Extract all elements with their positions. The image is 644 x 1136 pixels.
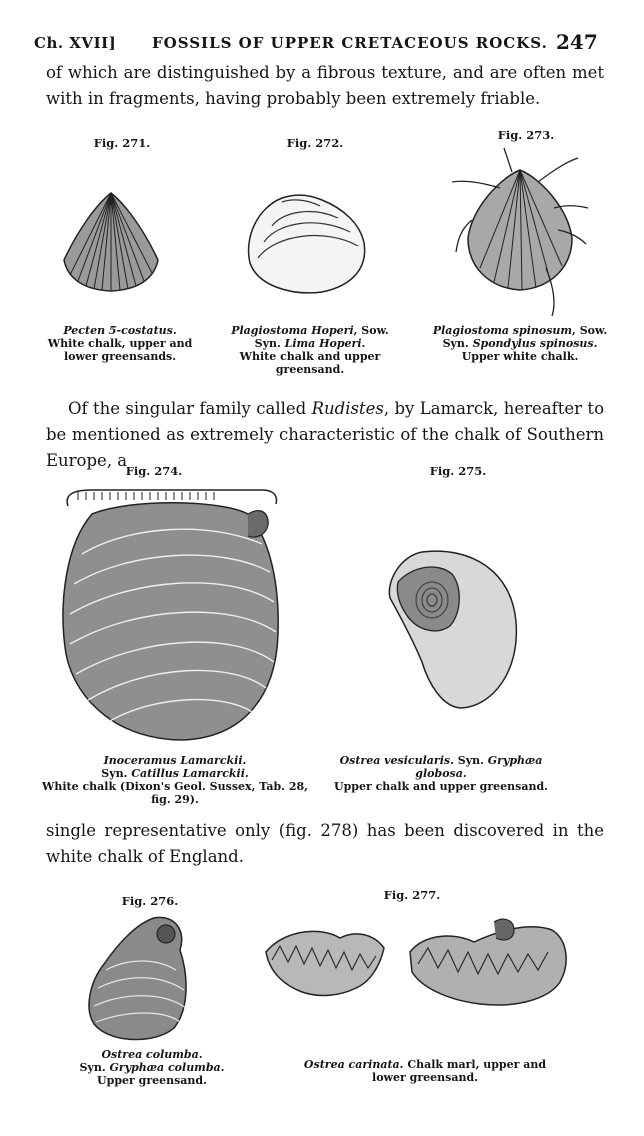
fig-274-caption-line: White chalk (Dixon's Geol. Sussex, Tab. 28, (42, 780, 308, 793)
fig-272-caption-line: White chalk and upper (239, 350, 381, 363)
page-number: 247 (556, 30, 598, 54)
fig-275-species: Ostrea vesicularis. (339, 754, 454, 767)
fig-274-inoceramus-shell (52, 484, 292, 744)
running-header-title: FOSSILS OF UPPER CRETACEOUS ROCKS. (152, 34, 548, 52)
fig-275-syn-prefix: Syn. (457, 754, 488, 767)
fig-275-caption (316, 754, 566, 793)
fig-277-caption (290, 1058, 560, 1084)
fig-272-caption (210, 324, 410, 376)
fig-276-species: Ostrea columba. (101, 1048, 203, 1061)
fig-274-caption (40, 754, 310, 806)
fig-272-synonym: Lima Hoperi. (284, 337, 366, 350)
fig-273-synonym: Spondylus spinosus. (472, 337, 598, 350)
fig-271-species: Pecten 5-costatus. (63, 324, 177, 337)
fig-272-syn-prefix: Syn. (254, 337, 285, 350)
fig-276-caption (52, 1048, 252, 1087)
fig-277-ostrea-carinata-right (404, 912, 574, 1012)
fig-272-species: Plagiostoma Hoperi (231, 324, 354, 337)
paragraph-2-end: , by Lamarck, hereafter to be mentioned as extremely characteristic of the chalk of Southern Europe, a (46, 399, 604, 470)
fig-272-plagiostoma-shell (242, 188, 372, 300)
fig-276-syn-prefix: Syn. (79, 1061, 110, 1074)
fig-275-caption-line: Upper chalk and upper greensand. (333, 780, 549, 793)
fig-274-syn-prefix: Syn. (101, 767, 132, 780)
paragraph-2-start: Of the singular family called (68, 399, 312, 418)
fig-274-caption-line: fig. 29). (151, 793, 199, 806)
fig-277-label: Fig. 277. (383, 888, 441, 902)
fig-273-author: , Sow. (572, 324, 608, 337)
fig-274-label: Fig. 274. (125, 464, 183, 478)
fig-271-caption-line: lower greensands. (63, 350, 177, 363)
fig-273-spiny-shell (450, 148, 590, 320)
fig-277-ostrea-carinata-left (260, 916, 390, 1006)
fig-273-species: Plagiostoma spinosum (432, 324, 573, 337)
fig-272-caption-line: greensand. (275, 363, 345, 376)
fig-273-syn-prefix: Syn. (442, 337, 473, 350)
running-header-chapter: Ch. XVII] (34, 34, 117, 52)
fig-273-caption (420, 324, 620, 363)
fig-272-author: , Sow. (353, 324, 389, 337)
fig-276-label: Fig. 276. (121, 894, 179, 908)
fig-271-label: Fig. 271. (93, 136, 151, 150)
fig-273-label: Fig. 273. (497, 128, 555, 142)
fig-277-caption-line: lower greensand. (372, 1071, 478, 1084)
fig-275-synonym: Gryphæa globosa. (415, 754, 543, 780)
fig-276-synonym: Gryphæa columba. (109, 1061, 225, 1074)
fig-276-caption-line: Upper greensand. (97, 1074, 207, 1087)
fig-276-ostrea-columba-shell (84, 914, 194, 1044)
fig-271-caption-line: White chalk, upper and (47, 337, 193, 350)
fig-275-label: Fig. 275. (429, 464, 487, 478)
paragraph-3: single representative only (fig. 278) has been discovered in the white chalk of England. (46, 821, 604, 866)
fig-274-species: Inoceramus Lamarckii. (103, 754, 247, 767)
fig-271-pecten-shell (56, 185, 166, 295)
paragraph-2-italic-term: Rudistes (311, 399, 384, 418)
fig-273-caption-line: Upper white chalk. (461, 350, 579, 363)
paragraph-2 (46, 396, 604, 474)
fig-272-label: Fig. 272. (286, 136, 344, 150)
fig-277-species: Ostrea carinata. (303, 1058, 404, 1071)
fig-274-synonym: Catillus Lamarckii. (131, 767, 249, 780)
fig-275-ostrea-shell (382, 542, 522, 712)
paragraph-1: of which are distinguished by a fibrous texture, and are often met with in fragments, having probably been extremely friable. (46, 63, 604, 108)
fig-271-caption (30, 324, 210, 363)
fig-277-caption-start: Chalk marl, upper and (403, 1058, 547, 1071)
